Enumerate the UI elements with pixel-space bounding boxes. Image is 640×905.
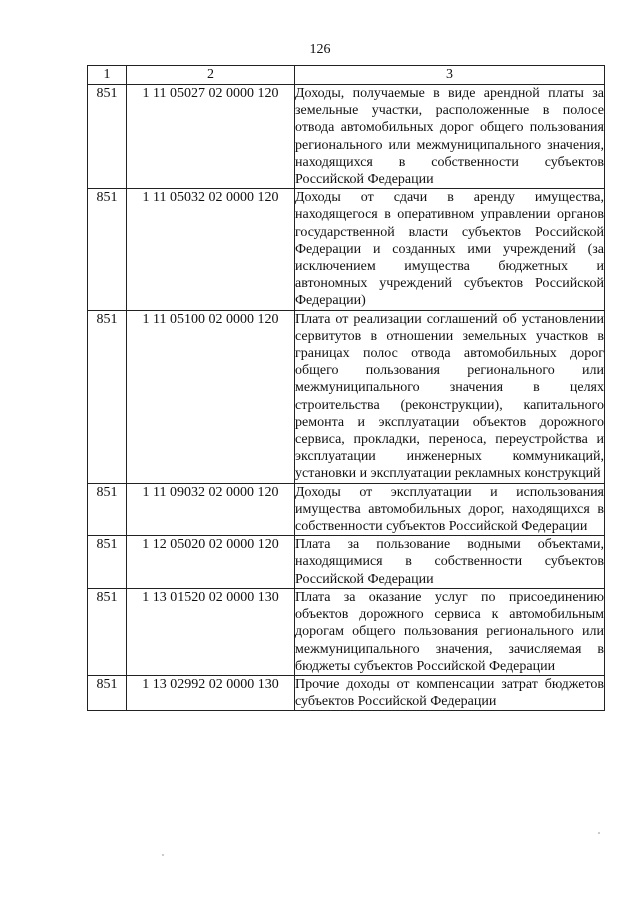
page-number: 126	[309, 42, 331, 57]
revenue-description-cell: Доходы от эксплуатации и использования имущества автомобильных дорог, находящихся в собственности субъектов Российской Федерации	[295, 484, 604, 535]
revenue-classification-table	[87, 65, 605, 711]
revenue-code-cell: 1 11 05100 02 0000 120	[127, 310, 295, 483]
scan-speck	[598, 832, 600, 834]
table-row	[88, 85, 605, 189]
admin-code-cell: 851	[88, 189, 127, 310]
scan-speck	[162, 854, 164, 856]
revenue-description-cell: Доходы от сдачи в аренду имущества, находящегося в оперативном управлении органов государственной власти субъектов Российской Федерации и созданных ими учреждений (за исключением имущества бюджетных и автономных учреждений субъектов Российской Федерации)	[295, 190, 604, 309]
column-header-2: 2	[127, 66, 295, 85]
admin-code-cell: 851	[88, 85, 127, 189]
table-row	[88, 189, 605, 310]
table-row	[88, 310, 605, 483]
admin-code-cell: 851	[88, 588, 127, 675]
revenue-code-cell: 1 13 01520 02 0000 130	[127, 588, 295, 675]
admin-code-cell: 851	[88, 310, 127, 483]
revenue-code-cell: 1 11 05027 02 0000 120	[127, 85, 295, 189]
revenue-code-cell: 1 11 05032 02 0000 120	[127, 189, 295, 310]
column-header-3: 3	[295, 66, 605, 85]
column-header-1: 1	[88, 66, 127, 85]
admin-code-cell: 851	[88, 675, 127, 710]
revenue-description-cell: Доходы, получаемые в виде арендной платы за земельные участки, расположенные в полосе отвода автомобильных дорог общего пользования регионального или межмуниципального значения, находящихся в собственности субъектов Российской Федерации	[295, 86, 604, 188]
revenue-code-cell: 1 13 02992 02 0000 130	[127, 675, 295, 710]
table-row	[88, 588, 605, 675]
admin-code-cell: 851	[88, 536, 127, 589]
revenue-code-cell: 1 12 05020 02 0000 120	[127, 536, 295, 589]
table-row	[88, 483, 605, 536]
revenue-description-cell: Плата за оказание услуг по присоединению объектов дорожного сервиса к автомобильным дорогам общего пользования регионального или межмуниципального значения, зачисляемая в бюджеты субъектов Российской Федерации	[295, 589, 604, 674]
table-row	[88, 675, 605, 710]
revenue-description-cell: Плата за пользование водными объектами, находящимися в собственности субъектов Российской Федерации	[295, 537, 604, 587]
revenue-description-cell: Плата от реализации соглашений об установлении сервитутов в отношении земельных участков в границах полос отвода автомобильных дорог общего пользования регионального или межмуниципального значения в целях строительства (реконструкции), капитального ремонта и эксплуатации объектов дорожного сервиса, прокладки, переноса, переустройства и эксплуатации инженерных коммуникаций, установки и эксплуатации рекламных конструкций	[295, 311, 604, 482]
revenue-code-cell: 1 11 09032 02 0000 120	[127, 483, 295, 536]
table-header-row	[88, 66, 605, 85]
table-row	[88, 536, 605, 589]
revenue-description-cell: Прочие доходы от компенсации затрат бюджетов субъектов Российской Федерации	[295, 676, 604, 710]
admin-code-cell: 851	[88, 483, 127, 536]
